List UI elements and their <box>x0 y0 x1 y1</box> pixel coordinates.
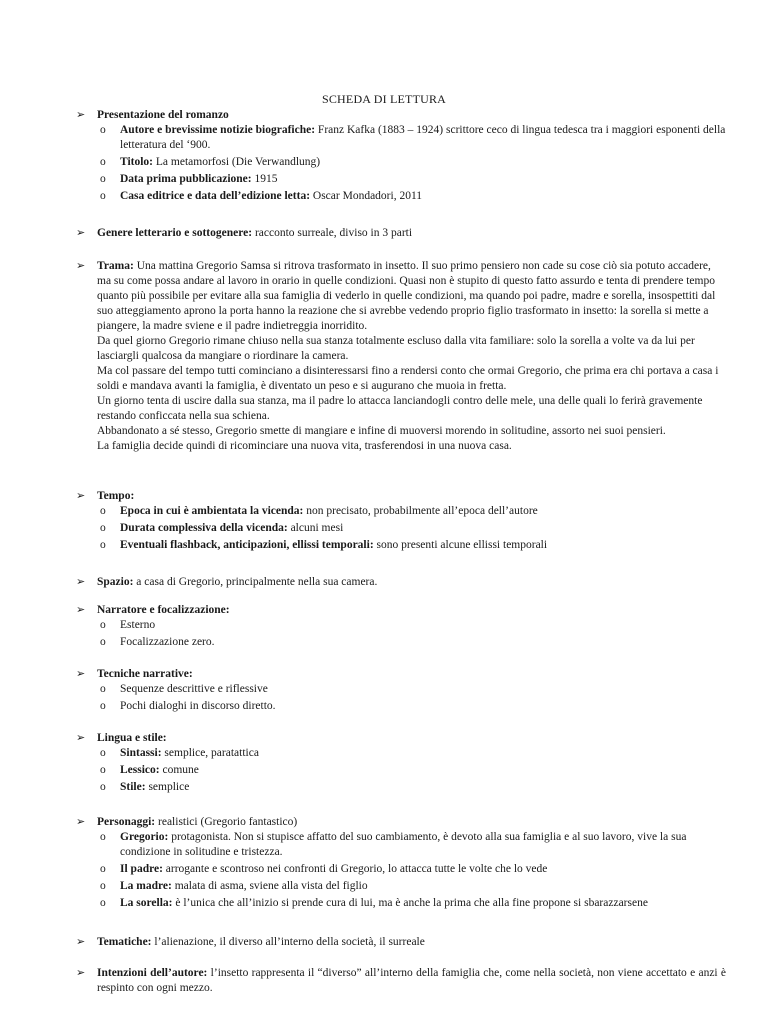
circle-bullet-icon: o <box>100 156 106 168</box>
circle-bullet-icon: o <box>100 747 106 759</box>
item-label: Epoca in cui è ambientata la vicenda: <box>120 505 304 517</box>
section-heading: Personaggi: <box>97 816 156 828</box>
item-label: Autore e brevissime notizie biografiche: <box>120 124 316 136</box>
list-item <box>76 172 726 187</box>
section-heading: Tematiche: <box>97 936 152 948</box>
list-item <box>76 123 726 153</box>
section-presentazione <box>76 108 726 204</box>
list-item <box>76 780 726 795</box>
section-spazio <box>76 575 726 590</box>
section-heading: Tecniche narrative: <box>97 668 193 680</box>
arrow-bullet-icon: ➢ <box>76 227 86 239</box>
section-heading: Spazio: <box>97 576 134 588</box>
item-text: La metamorfosi (Die Verwandlung) <box>153 156 321 168</box>
section-text: l’insetto rappresenta il “diverso” all’interno della famiglia che, come nella società, non viene accettato e anzi è respinto con ogni mezzo. <box>97 967 726 994</box>
list-item <box>76 635 726 650</box>
circle-bullet-icon: o <box>100 190 106 202</box>
item-text: Pochi dialoghi in discorso diretto. <box>120 700 276 712</box>
section-text: racconto surreale, diviso in 3 parti <box>252 227 413 239</box>
circle-bullet-icon: o <box>100 173 106 185</box>
list-item <box>76 538 726 553</box>
item-label: Casa editrice e data dell’edizione letta: <box>120 190 311 202</box>
section-genere <box>76 226 726 241</box>
item-text: semplice <box>145 781 190 793</box>
arrow-bullet-icon: ➢ <box>76 260 86 272</box>
arrow-bullet-icon: ➢ <box>76 668 86 680</box>
list-item <box>76 699 726 714</box>
list-item <box>76 862 726 877</box>
section-heading: Genere letterario e sottogenere: <box>97 227 253 239</box>
item-label: La madre: <box>120 880 172 892</box>
item-text: alcuni mesi <box>287 522 344 534</box>
arrow-bullet-icon: ➢ <box>76 967 86 979</box>
section-tempo <box>76 489 726 553</box>
section-text: l’alienazione, il diverso all’interno della società, il surreale <box>151 936 425 948</box>
arrow-bullet-icon: ➢ <box>76 816 86 828</box>
section-text: Una mattina Gregorio Samsa si ritrova trasformato in insetto. Il suo primo pensiero non cade su cose ciò sia potuto accadere, ma su come possa andare al lavoro in orario in quelle condizioni. Quasi non è stupito di questo fatto assurdo e tenta di prendere tempo quanto più possibile per evitare alla sua famiglia di vederlo in quelle condizioni, ma quando poi padre, madre e sorella, insospettiti dal suo atteggiamento aprono la porta hanno la reazione che si avrebbe vedendo proprio figlio trasformato in insetto: la sorella si mette a piangere, la madre sviene e il padre indietreggia inorridito. <box>97 260 716 332</box>
item-text: è l’unica che all’inizio si prende cura di lui, ma è anche la prima che alla fine propone si sbarazzarsene <box>172 897 648 909</box>
item-label: Stile: <box>120 781 146 793</box>
item-text: sono presenti alcune ellissi temporali <box>373 539 548 551</box>
circle-bullet-icon: o <box>100 683 106 695</box>
arrow-bullet-icon: ➢ <box>76 936 86 948</box>
circle-bullet-icon: o <box>100 522 106 534</box>
circle-bullet-icon: o <box>100 505 106 517</box>
paragraph: La famiglia decide quindi di ricominciare una nuova vita, trasferendosi in una nuova casa. <box>97 440 512 452</box>
section-personaggi <box>76 815 726 911</box>
circle-bullet-icon: o <box>100 863 106 875</box>
circle-bullet-icon: o <box>100 880 106 892</box>
paragraph: Da quel giorno Gregorio rimane chiuso nella sua stanza totalmente escluso dalla vita familiare: solo la sorella a volte va da lui per lasciargli qualcosa da mangiare o riordinare la camera. <box>97 335 695 362</box>
list-item <box>76 896 726 911</box>
arrow-bullet-icon: ➢ <box>76 604 86 616</box>
circle-bullet-icon: o <box>100 636 106 648</box>
circle-bullet-icon: o <box>100 831 106 843</box>
item-label: Il padre: <box>120 863 163 875</box>
section-trama <box>76 259 726 454</box>
page-title: SCHEDA DI LETTURA <box>321 92 447 106</box>
list-item <box>76 618 726 633</box>
section-tecniche <box>76 667 726 714</box>
circle-bullet-icon: o <box>100 700 106 712</box>
item-label: Titolo: <box>120 156 154 168</box>
section-lingua <box>76 731 726 795</box>
list-item <box>76 189 726 204</box>
item-text: Sequenze descrittive e riflessive <box>120 683 268 695</box>
item-text: arrogante e scontroso nei confronti di Gregorio, lo attacca tutte le volte che lo vede <box>162 863 548 875</box>
list-item <box>76 155 726 170</box>
list-item <box>76 746 726 761</box>
item-text: malata di asma, sviene alla vista del figlio <box>171 880 368 892</box>
circle-bullet-icon: o <box>100 781 106 793</box>
arrow-bullet-icon: ➢ <box>76 732 86 744</box>
list-item <box>76 879 726 894</box>
item-text: protagonista. Non si stupisce affatto del suo cambiamento, è devoto alla sua famiglia e al suo lavoro, vive la sua condizione in solitudine e tristezza. <box>120 831 687 858</box>
item-label: Lessico: <box>120 764 160 776</box>
item-label: Sintassi: <box>120 747 162 759</box>
section-heading: Presentazione del romanzo <box>97 109 229 121</box>
section-intenzioni <box>76 966 726 996</box>
list-item <box>76 830 726 860</box>
list-item <box>76 504 726 519</box>
item-text: comune <box>159 764 199 776</box>
item-label: Eventuali flashback, anticipazioni, ellissi temporali: <box>120 539 374 551</box>
circle-bullet-icon: o <box>100 619 106 631</box>
arrow-bullet-icon: ➢ <box>76 490 86 502</box>
section-narratore <box>76 603 726 650</box>
arrow-bullet-icon: ➢ <box>76 576 86 588</box>
circle-bullet-icon: o <box>100 897 106 909</box>
list-item <box>76 521 726 536</box>
section-heading: Narratore e focalizzazione: <box>97 604 230 616</box>
section-heading: Lingua e stile: <box>97 732 167 744</box>
section-text: realistici (Gregorio fantastico) <box>155 816 298 828</box>
item-label: Data prima pubblicazione: <box>120 173 252 185</box>
section-heading: Trama: <box>97 260 134 272</box>
list-item <box>76 763 726 778</box>
list-item <box>76 682 726 697</box>
item-text: semplice, paratattica <box>161 747 259 759</box>
item-text: 1915 <box>251 173 278 185</box>
paragraph: Ma col passare del tempo tutti cominciano a disinteressarsi fino a rendersi conto che ormai Gregorio, che prima era chi portava a casa i soldi e mandava avanti la famiglia, è diventato un peso e si augurano che muoia in fretta. <box>97 365 719 392</box>
item-text: Esterno <box>120 619 156 631</box>
item-text: Oscar Mondadori, 2011 <box>310 190 423 202</box>
section-heading: Tempo: <box>97 490 135 502</box>
section-tematiche <box>76 935 726 950</box>
item-label: Gregorio: <box>120 831 169 843</box>
item-text: non precisato, probabilmente all’epoca dell’autore <box>303 505 538 517</box>
paragraph: Un giorno tenta di uscire dalla sua stanza, ma il padre lo attacca lanciandogli contro delle mele, una delle quali lo ferirà gravemente restando conficcata nella sua schiena. <box>97 395 703 422</box>
circle-bullet-icon: o <box>100 539 106 551</box>
section-text: a casa di Gregorio, principalmente nella sua camera. <box>133 576 378 588</box>
item-label: Durata complessiva della vicenda: <box>120 522 288 534</box>
item-text: Focalizzazione zero. <box>120 636 215 648</box>
circle-bullet-icon: o <box>100 764 106 776</box>
paragraph: Abbandonato a sé stesso, Gregorio smette di mangiare e infine di muoversi morendo in solitudine, assorto nei suoi pensieri. <box>97 425 666 437</box>
item-label: La sorella: <box>120 897 173 909</box>
circle-bullet-icon: o <box>100 124 106 136</box>
arrow-bullet-icon: ➢ <box>76 109 86 121</box>
section-heading: Intenzioni dell’autore: <box>97 967 208 979</box>
item-text: Franz Kafka (1883 – 1924) scrittore ceco di lingua tedesca tra i maggiori esponenti della letteratura del ‘900. <box>120 124 726 151</box>
